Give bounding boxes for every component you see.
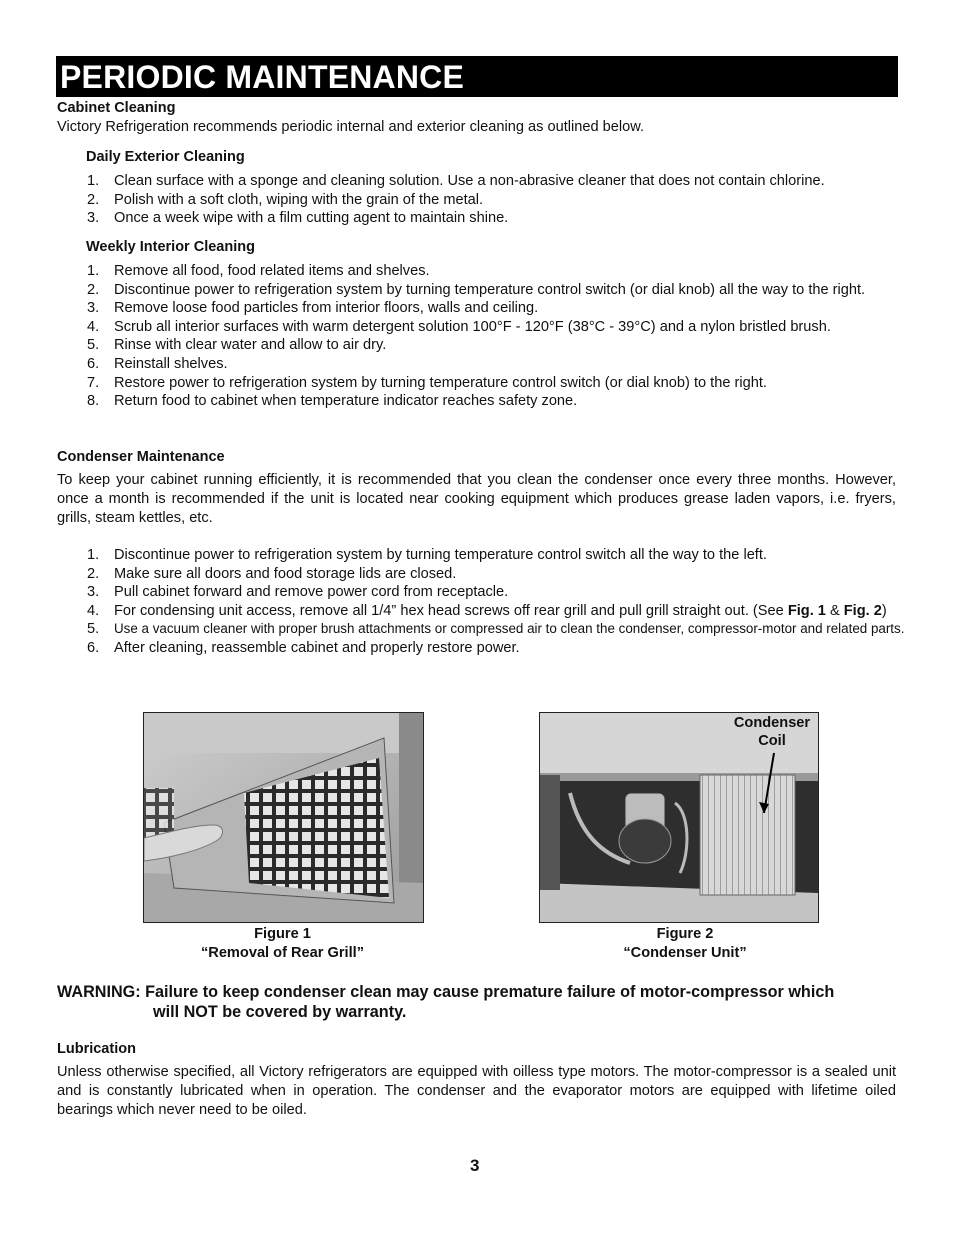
fig1-reference: Fig. 1: [787, 602, 826, 619]
condenser-heading: Condenser Maintenance: [57, 449, 225, 465]
condenser-list: [57, 546, 953, 658]
list-item: 3. Pull cabinet forward and remove power cord from receptacle.: [87, 584, 509, 601]
figure-1-label: Figure 1: [254, 926, 311, 942]
lubrication-text: Unless otherwise specified, all Victory refrigerators are equipped with oilless type motors. The motor-compressor is a sealed unit and is constantly lubricated when in operation. The condenser and the evaporator motors are equipped with lifetime oiled bearings which never need to be oiled.: [57, 1064, 896, 1118]
page-number: 3: [470, 1156, 480, 1175]
weekly-cleaning-heading: Weekly Interior Cleaning: [86, 239, 255, 255]
list-item: 5. Use a vacuum cleaner with proper brush attachments or compressed air to clean the condenser, compressor-motor and related parts.: [87, 621, 905, 638]
list-item: 2. Make sure all doors and food storage lids are closed.: [87, 565, 457, 582]
figure-1-caption: [143, 925, 422, 963]
figure-2-caption: [539, 925, 831, 963]
list-item: 3. Once a week wipe with a film cutting agent to maintain shine.: [87, 210, 509, 227]
page-title: PERIODIC MAINTENANCE: [60, 59, 465, 95]
cabinet-cleaning-intro: Victory Refrigeration recommends periodic internal and exterior cleaning as outlined below.: [57, 119, 645, 135]
fig2-reference: Fig. 2: [843, 602, 882, 619]
figure-2-label: Figure 2: [656, 926, 714, 942]
daily-cleaning-heading: Daily Exterior Cleaning: [86, 149, 245, 165]
list-item: 8. Return food to cabinet when temperature indicator reaches safety zone.: [87, 393, 578, 410]
figure-2-title: “Condenser Unit”: [623, 944, 747, 961]
list-item: 6. Reinstall shelves.: [87, 355, 228, 372]
list-item: 7. Restore power to refrigeration system by turning temperature control switch (or dial knob) to the right.: [87, 374, 767, 391]
list-item: 2. Polish with a soft cloth, wiping with the grain of the metal.: [87, 191, 484, 208]
figure-1-title: “Removal of Rear Grill”: [200, 944, 364, 961]
figure-1-photo: [143, 712, 424, 923]
lubrication-heading: Lubrication: [57, 1041, 136, 1057]
warning-line-2: will NOT be covered by warranty.: [153, 1003, 407, 1021]
list-item: 6. After cleaning, reassemble cabinet and properly restore power.: [87, 639, 520, 656]
list-item: 4. For condensing unit access, remove all 1/4” hex head screws off rear grill and pull grill straight out. (See Fig. 1 & Fig. 2): [87, 602, 887, 619]
list-item: 5. Rinse with clear water and allow to air dry.: [87, 337, 387, 354]
figure-2-photo: [539, 712, 819, 923]
list-item: 1. Discontinue power to refrigeration system by turning temperature control switch all the way to the left.: [87, 547, 767, 563]
list-item: 1. Remove all food, food related items and shelves.: [87, 263, 430, 279]
daily-cleaning-list: [57, 172, 953, 228]
list-item: 1. Clean surface with a sponge and cleaning solution. Use a non-abrasive cleaner that does not contain chlorine.: [87, 173, 825, 189]
condenser-intro: To keep your cabinet running efficiently, it is recommended that you clean the condenser once every three months. However, once a month is recommended if the unit is located near cooking equipment which produces grease laden vapors, i.e. fryers, grills, steam kettles, etc.: [57, 472, 896, 526]
weekly-cleaning-list: [57, 262, 953, 411]
title-bar: [56, 56, 898, 97]
list-item: 2. Discontinue power to refrigeration system by turning temperature control switch (or dial knob) all the way to the right.: [87, 281, 866, 298]
cabinet-cleaning-heading: Cabinet Cleaning: [57, 100, 176, 116]
list-item: 4. Scrub all interior surfaces with warm detergent solution 100°F - 120°F (38°C - 39°C) and a nylon bristled brush.: [87, 318, 831, 335]
rear-grill-photo-illustration: [144, 713, 423, 922]
list-item: 3. Remove loose food particles from interior floors, walls and ceiling.: [87, 300, 539, 317]
condenser-coil-callout: Condenser Coil: [733, 715, 811, 749]
warning-line-1: WARNING: Failure to keep condenser clean may cause premature failure of motor-compressor which: [57, 983, 835, 1001]
